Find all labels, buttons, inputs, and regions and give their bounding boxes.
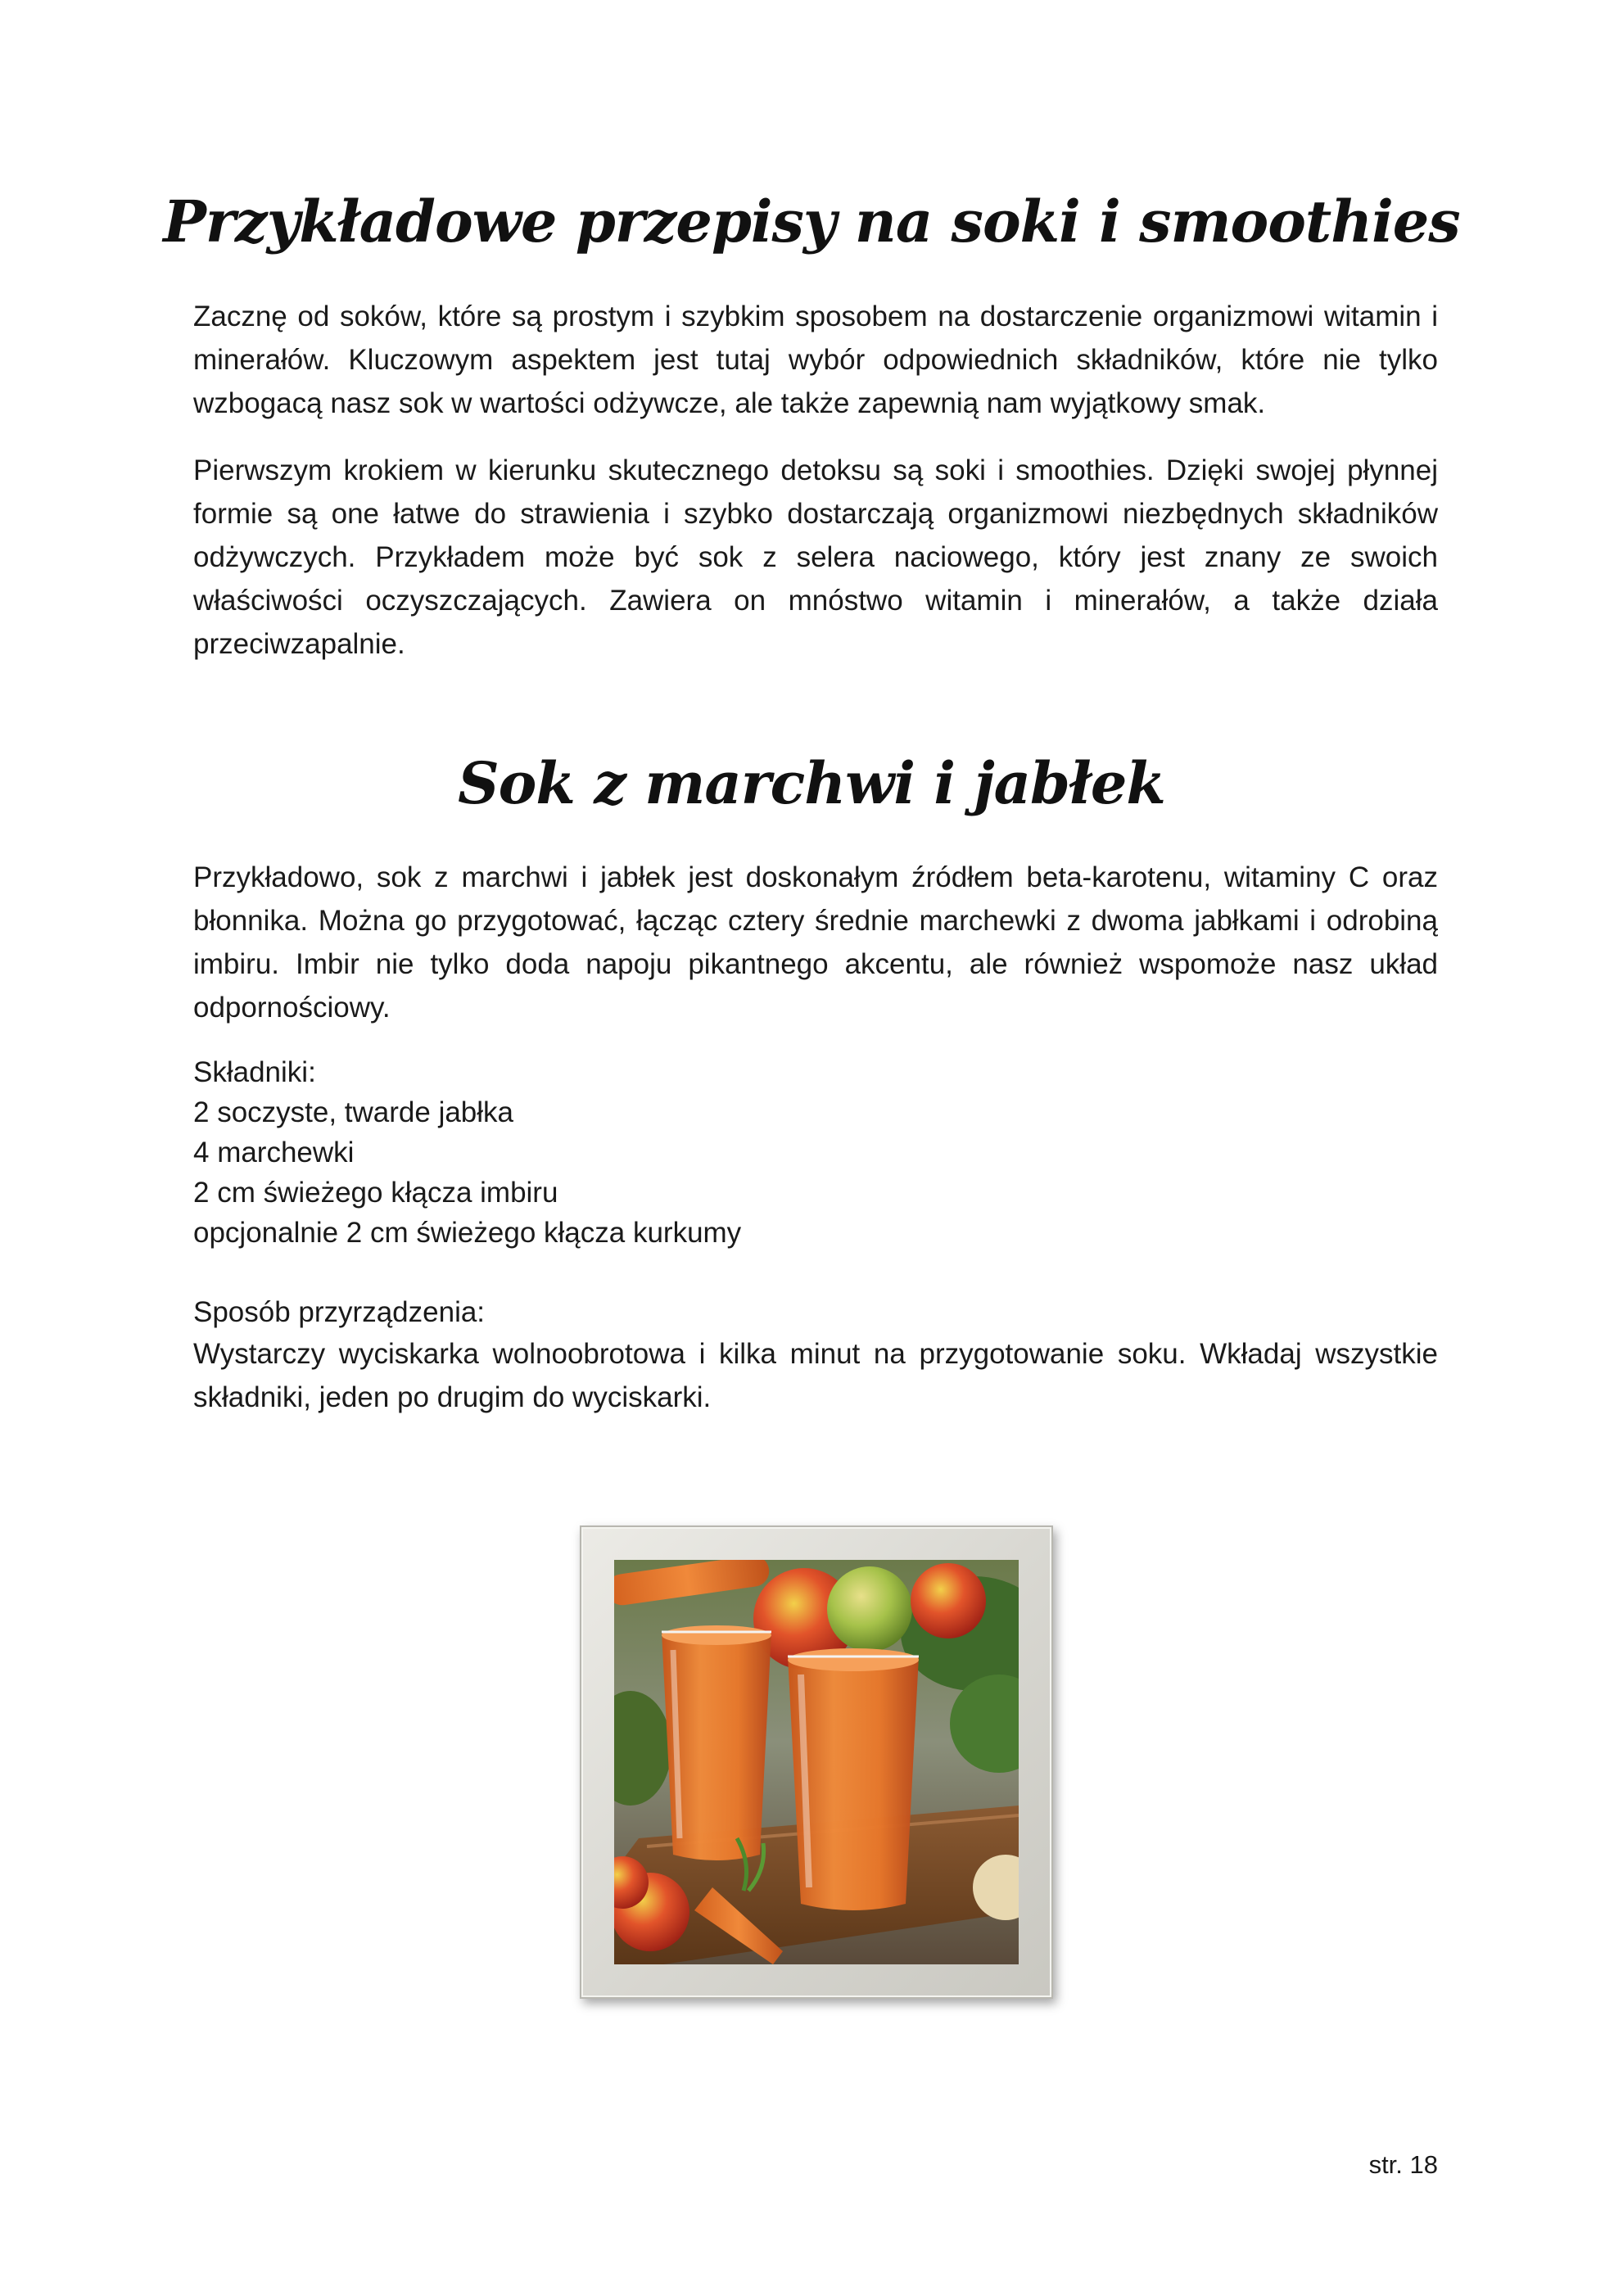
ingredient-item: 2 cm świeżego kłącza imbiru [193,1177,558,1209]
recipe-title: Sok z marchwi i jabłek [458,749,1165,817]
page-number: str. 18 [1368,2150,1438,2179]
photo-frame [580,1525,1053,1999]
juice-photo [614,1560,1019,1964]
ingredient-item: 2 soczyste, twarde jabłka [193,1096,514,1128]
intro-paragraph-2: Pierwszym krokiem w kierunku skutecznego detoksu są soki i smoothies. Dzięki swojej płynnej formie są one łatwe do strawienia i szybko dostarczają organizmowi niezbędnych składników odżywczych. Przykładem może być sok z selera naciowego, który jest znany ze swoich właściwości oczyszczających. Zawiera on mnóstwo witamin i minerałów, a także działa przeciwzapalnie. [193,454,1438,660]
method-text: Wystarczy wyciskarka wolnoobrotowa i kilka minut na przygotowanie soku. Wkładaj wszystkie składniki, jeden po drugim do wyciskarki. [193,1338,1438,1413]
method-section [193,1292,1438,1332]
ingredient-item: opcjonalnie 2 cm świeżego kłącza kurkumy [193,1217,742,1249]
intro-paragraph-1: Zacznę od soków, które są prostym i szybkim sposobem na dostarczenie organizmowi witamin i minerałów. Kluczowym aspektem jest tutaj wybór odpowiednich składników, które nie tylko wzbogacą nasz sok w wartości odżywcze, ale także zapewnią nam wyjątkowy smak. [193,301,1438,419]
ingredients-section [193,1052,1438,1253]
recipe-description: Przykładowo, sok z marchwi i jabłek jest doskonałym źródłem beta-karotenu, witaminy C oraz błonnika. Można go przygotować, łącząc cztery średnie marchewki z dwoma jabłkami i odrobiną imbiru. Imbir nie tylko doda napoju pikantnego akcentu, ale również wspomoże nasz układ odpornościowy. [193,861,1438,1024]
ingredients-label: Składniki: [193,1056,316,1088]
method-label: Sposób przyrządzenia: [193,1296,486,1328]
page-title: Przykładowe przepisy na soki i smoothies [163,188,1460,255]
ingredient-item: 4 marchewki [193,1137,355,1168]
